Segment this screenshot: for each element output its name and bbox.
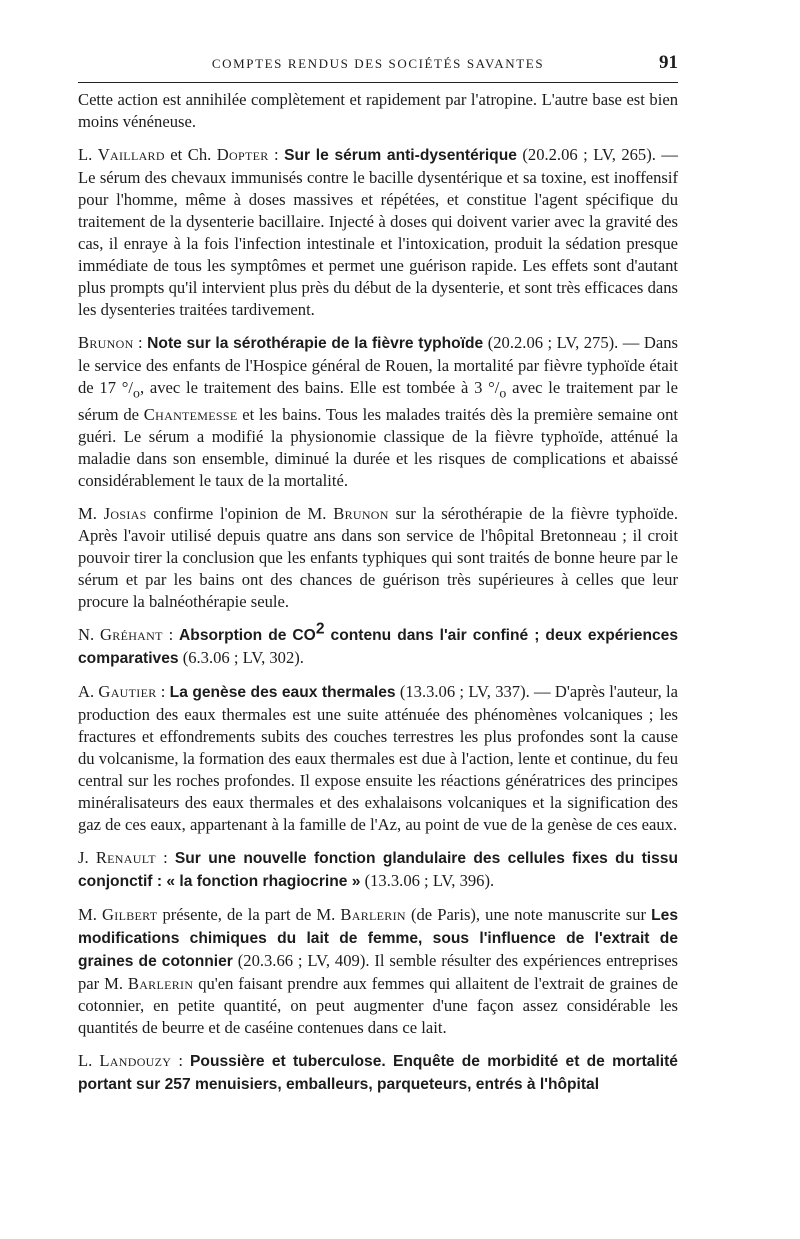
per-mille-subscript: o — [499, 385, 507, 401]
entry-reference: (20.2.06 ; LV, 265). — [516, 145, 656, 164]
entry-body: , avec le traitement des bains. Elle est tombée à 3 °/ — [139, 378, 500, 397]
entry-body: — Dans le service des enfants de l'Hospice général de Rouen, la mortalité par fièvre typhoïde était de 17 °/ — [78, 333, 679, 397]
entry-title: Les modifications chimiques du lait de femme, sous l'influence de l'extrait de graines de cotonnier — [78, 907, 678, 971]
author-initial: Ch. — [187, 145, 217, 164]
page-body — [78, 89, 678, 1096]
honorific: M. — [78, 504, 104, 524]
entry-title: La genèse des eaux thermales — [169, 684, 396, 702]
separator: : — [162, 625, 180, 645]
entry-landouzy — [78, 1050, 678, 1096]
entry-josias — [78, 503, 678, 613]
running-head: COMPTES RENDUS DES SOCIÉTÉS SAVANTES — [211, 56, 545, 71]
entry-body: Il semble résulter des expériences entreprises par M. — [78, 951, 679, 994]
entry-brunon — [78, 332, 678, 492]
entry-vaillard-dopter — [78, 144, 678, 321]
paragraph-atropine — [78, 89, 678, 133]
person-name: Chantemesse — [143, 405, 238, 425]
entry-body: confirme l'opinion de M. — [146, 504, 334, 524]
entry-body: qu'en faisant prendre aux femmes qui allaitent de l'extrait de graines de cotonnier, en petite quantité, on peut augmenter d'une façon assez considérable les quantités de beurre et de caséine contenues dans ce lait. — [78, 974, 678, 1038]
author-name: Brunon — [78, 333, 134, 352]
paragraph-text: Cette action est annihilée complètement et rapidement par l'atropine. L'autre base est bien moins vénéneuse. — [78, 90, 678, 131]
author-name: Renault — [95, 848, 156, 868]
entry-reference: (6.3.06 ; LV, 302). — [178, 648, 304, 668]
author-name: Vaillard — [97, 145, 165, 164]
entry-gautier — [78, 681, 678, 836]
person-name: Barlerin — [127, 974, 194, 994]
author-name: Dopter — [216, 145, 269, 164]
author-initial: L. — [78, 1051, 100, 1071]
superscript: 2 — [315, 620, 325, 638]
entry-title: Note sur la sérothérapie de la fièvre typhoïde — [147, 335, 484, 352]
entry-body: — Le sérum des chevaux immunisés contre le bacille dysentérique et sa toxine, est inoffensif pour l'homme, même à doses massives et répétées, et constitue l'agent spécifique du traitement de la dysenterie bacillaire. Injecté à doses qui doivent varier avec la gravité des cas, il enraye à la fois l'infection intestinale et l'intoxication, produit la sédation presque immédiate de tous les symptômes et permet une guérison rapide. Les effets sont d'autant plus prompts qu'il intervient plus près du début de la dysenterie, et sont très efficaces dans les dysenteries traitées tardivement. — [78, 145, 678, 319]
author-initial: L. — [78, 145, 98, 164]
author-name: Gréhant — [99, 625, 163, 645]
author-name: Josias — [103, 504, 147, 524]
separator: : — [133, 333, 148, 352]
entry-body: (de Paris), une note manuscrite sur — [405, 905, 652, 925]
separator: : — [171, 1051, 191, 1071]
page-number: 91 — [659, 52, 678, 73]
author-name: Gautier — [98, 682, 157, 702]
entry-reference: (20.3.66 ; LV, 409). — [232, 951, 370, 971]
separator: : — [156, 682, 170, 702]
entry-title: Sur une nouvelle fonction glandulaire des cellules fixes du tissu conjonctif : « la fonction rhagiocrine » — [78, 850, 678, 891]
entry-renault — [78, 847, 678, 893]
entry-reference: (13.3.06 ; LV, 396). — [360, 871, 495, 891]
separator: : — [268, 145, 285, 164]
page — [78, 0, 678, 1107]
entry-title: Absorption de CO — [179, 627, 316, 645]
author-name: Landouzy — [99, 1051, 172, 1071]
connector-text: et — [164, 145, 188, 164]
entry-body: sur la sérothérapie de la fièvre typhoïde. Après l'avoir utilisé depuis quatre ans dans son service de l'hôpital Bretonneau ; il croit pouvoir tirer la conclusion que les enfants typhiques qui sont traités de bonne heure par le sérum et par les bains ont des chances de guérison très supérieures à celles que leur procure la balnéothérapie seule. — [78, 504, 678, 612]
entry-body: présente, de la part de M. — [157, 905, 341, 925]
entry-reference: (20.2.06 ; LV, 275). — [483, 333, 619, 352]
honorific: M. — [78, 905, 102, 925]
author-initial: A. — [78, 682, 99, 702]
per-mille-subscript: o — [133, 385, 140, 401]
person-name: Barlerin — [340, 905, 406, 925]
entry-gilbert — [78, 904, 678, 1039]
entry-body: avec le traitement par le sérum de — [78, 378, 678, 425]
person-name: Brunon — [333, 504, 389, 524]
entry-grehant — [78, 620, 679, 670]
author-initial: J. — [78, 848, 96, 868]
entry-body: et les bains. Tous les malades traités dès la première semaine ont guéri. Le sérum a modifié la physionomie classique de la fièvre typhoïde, atténué la maladie dans son ensemble, diminué la durée et les risques de complications et abaissé considérablement le taux de la mortalité. — [78, 405, 678, 491]
entry-title: contenu dans l'air confiné ; deux expériences comparatives — [78, 627, 679, 668]
page-header — [78, 52, 678, 83]
entry-body: — D'après l'auteur, la production des eaux thermales est une suite atténuée des phénomènes volcaniques ; les fractures et effondrements subits des couches terrestres les plus profondes sont la cause du volcanisme, la formation des eaux thermales est due à l'action, lente et continue, du feu central sur les roches profondes. Il expose ensuite les réactions génératrices des principes minéralisateurs des eaux thermales et des exhalaisons volcaniques et la signification des gaz de ces eaux, appartenant à la famille de l'Az, au point de vue de la genèse de ces eaux. — [78, 682, 678, 835]
separator: : — [155, 848, 175, 868]
entry-title: Sur le sérum anti-dysentérique — [284, 147, 517, 164]
entry-title: Poussière et tuberculose. Enquête de morbidité et de mortalité portant sur 257 menuisiers, emballeurs, parqueteurs, entrés à l'hôpital — [78, 1053, 678, 1094]
author-name: Gilbert — [102, 905, 158, 925]
author-initial: N. — [78, 625, 100, 645]
entry-reference: (13.3.06 ; LV, 337). — [395, 682, 530, 702]
